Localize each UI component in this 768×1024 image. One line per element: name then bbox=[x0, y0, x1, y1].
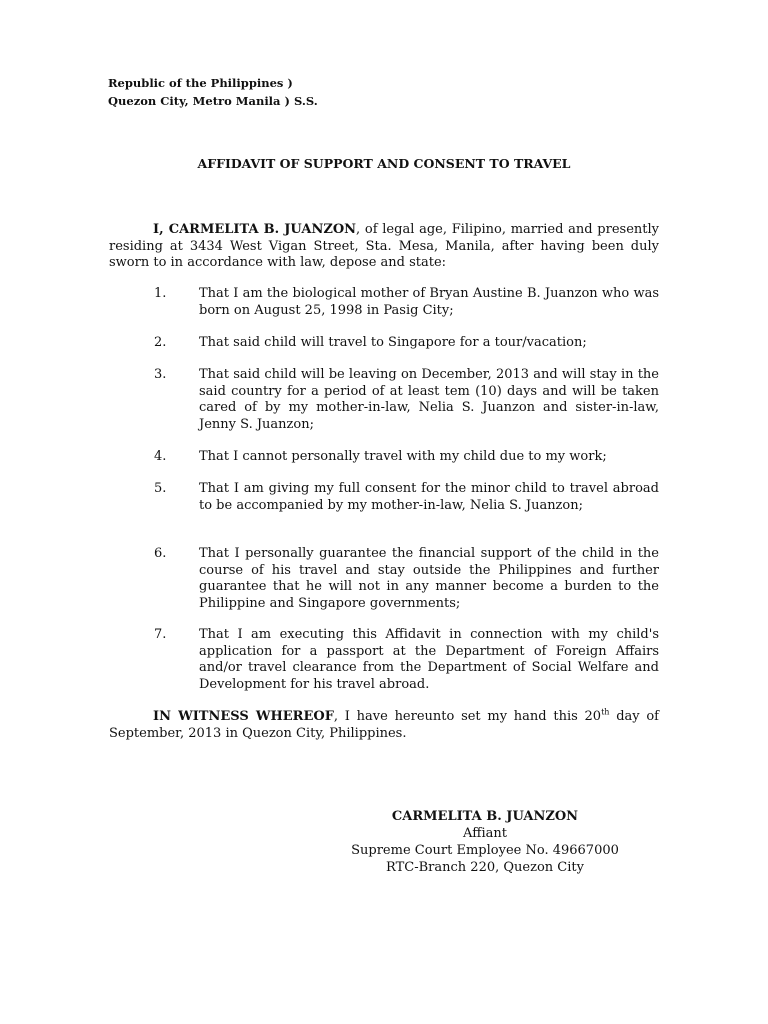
item-text: That I personally guarantee the financial support of the child in the course of his travel and stay outside the Philippines and further guarantee that he will not in any manner become a burden to the Philippine and Singapore governments; bbox=[199, 546, 659, 611]
item-number: 1. bbox=[154, 286, 167, 301]
witness-lead: IN WITNESS WHEREOF bbox=[153, 709, 334, 724]
witness-paragraph bbox=[109, 709, 659, 742]
list-item bbox=[154, 286, 659, 319]
item-text: That I am executing this Affidavit in connection with my child's application for a passport at the Department of Foreign Affairs and/or travel clearance from the Department of Social Welfare and Development for his travel abroad. bbox=[199, 627, 659, 692]
item-text: That I cannot personally travel with my child due to my work; bbox=[199, 449, 607, 464]
list-item bbox=[154, 367, 659, 433]
venue-line-2: Quezon City, Metro Manila ) S.S. bbox=[108, 94, 318, 108]
item-number: 5. bbox=[154, 481, 167, 496]
intro-text: , of legal age, Filipino, married and presently residing at 3434 West Vigan Street, Sta. Mesa, Manila, after having been duly sworn to in accordance with law, depose and state: bbox=[109, 222, 659, 271]
item-text: That I am the biological mother of Bryan Austine B. Juanzon who was born on August 25, 1998 in Pasig City; bbox=[199, 286, 659, 318]
witness-text-2: day of September, 2013 in Quezon City, Philippines. bbox=[109, 709, 659, 741]
signature-branch: RTC-Branch 220, Quezon City bbox=[386, 860, 584, 875]
list-item bbox=[154, 546, 659, 612]
item-text: That I am giving my full consent for the minor child to travel abroad to be accompanied by my mother-in-law, Nelia S. Juanzon; bbox=[199, 481, 659, 513]
list-item bbox=[154, 481, 659, 514]
signature-employee: Supreme Court Employee No. 49667000 bbox=[351, 843, 619, 858]
venue-block bbox=[108, 74, 318, 110]
list-item bbox=[154, 449, 659, 466]
signature-role: Affiant bbox=[463, 826, 507, 841]
item-number: 6. bbox=[154, 546, 167, 561]
venue-line-1: Republic of the Philippines ) bbox=[108, 76, 293, 90]
list-item bbox=[154, 627, 659, 693]
document-title: AFFIDAVIT OF SUPPORT AND CONSENT TO TRAVEL bbox=[197, 156, 571, 171]
signature-block bbox=[320, 808, 650, 876]
item-number: 4. bbox=[154, 449, 167, 464]
list-item bbox=[154, 335, 659, 352]
witness-text-1: , I have hereunto set my hand this 20 bbox=[333, 709, 602, 724]
witness-day-suffix: th bbox=[601, 707, 610, 717]
item-number: 7. bbox=[154, 627, 167, 642]
affiant-name-intro: I, CARMELITA B. JUANZON bbox=[153, 222, 357, 237]
item-text: That said child will be leaving on December, 2013 and will stay in the said country for a period of at least tem (10) days and will be taken cared of by my mother-in-law, Nelia S. Juanzon and sister-in-law, Jenny S. Juanzon; bbox=[199, 367, 659, 432]
item-text: That said child will travel to Singapore for a tour/vacation; bbox=[199, 335, 587, 350]
intro-paragraph bbox=[109, 222, 659, 272]
item-number: 2. bbox=[154, 335, 167, 350]
item-number: 3. bbox=[154, 367, 167, 382]
signature-name: CARMELITA B. JUANZON bbox=[391, 809, 579, 824]
